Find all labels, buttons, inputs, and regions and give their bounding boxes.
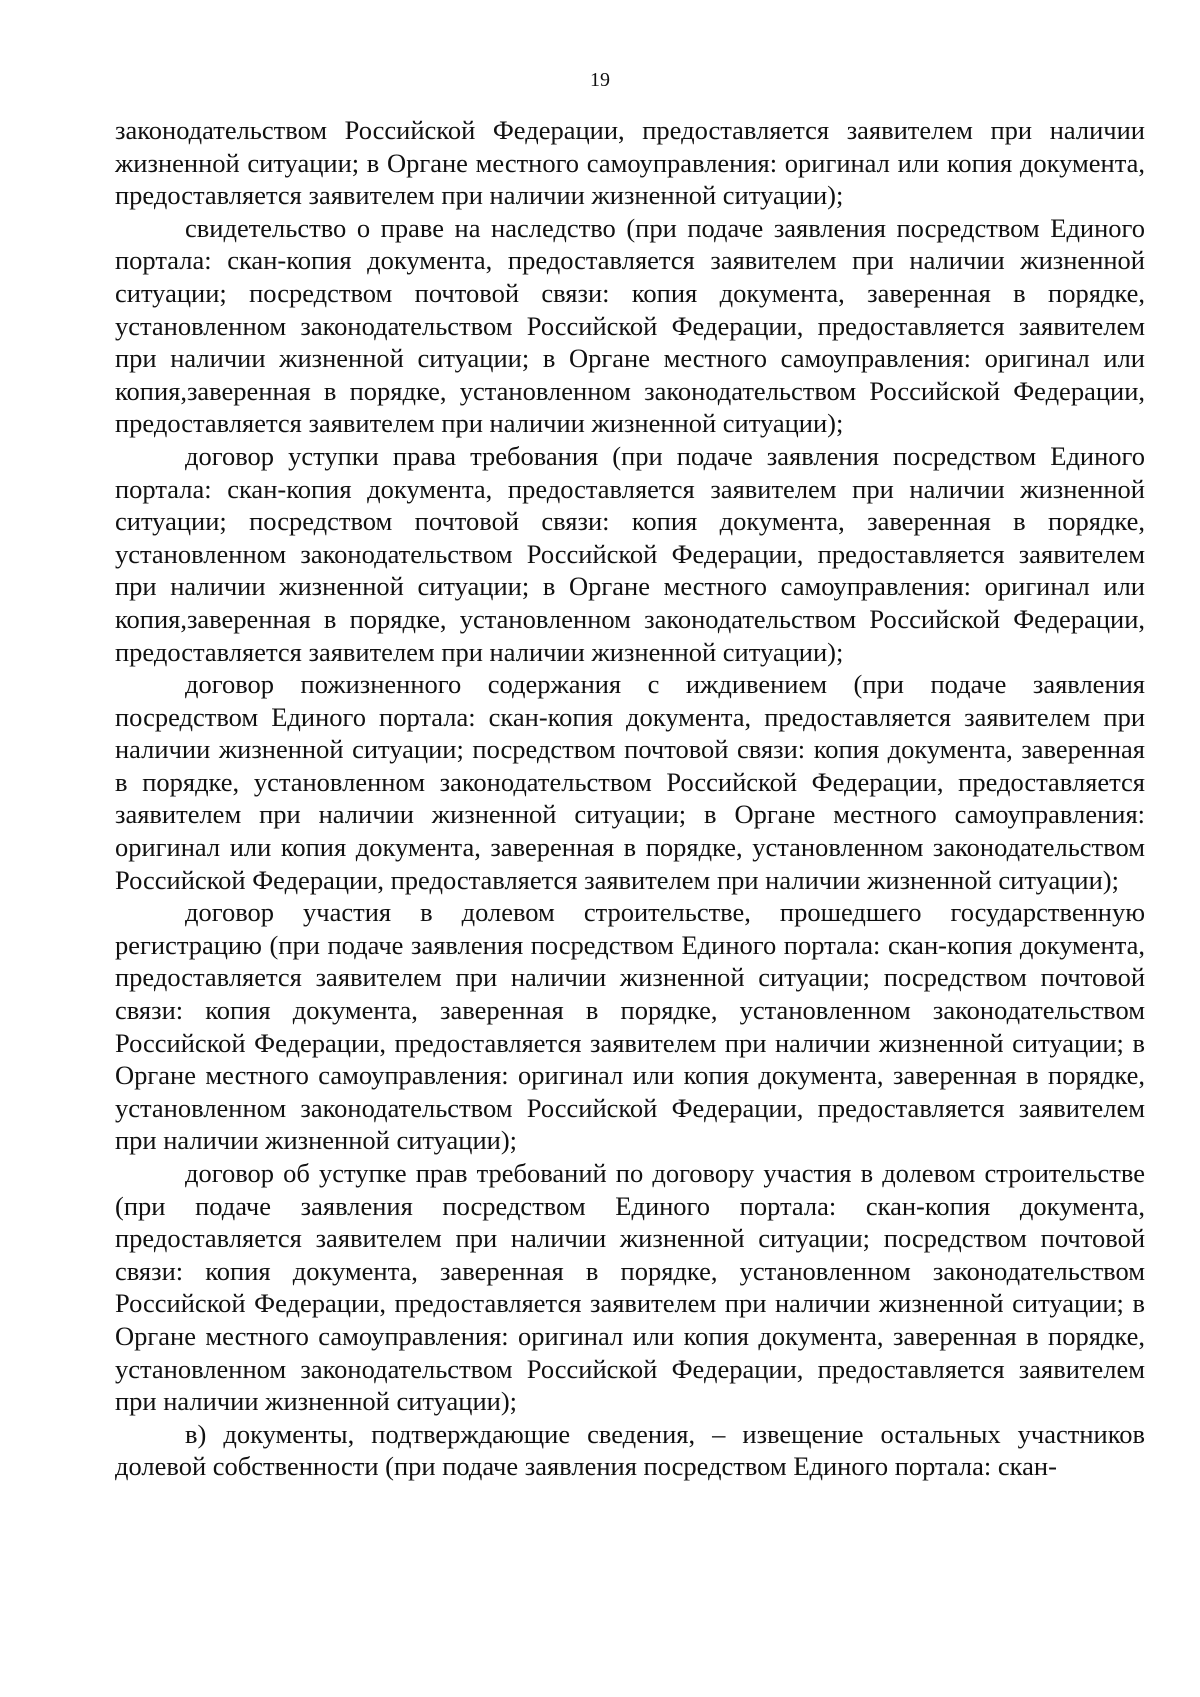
paragraph-5: договор участия в долевом строительстве, прошедшего государственную регистрацию (при подаче заявления посредством Единого портала: скан-копия документа, предоставляется заявителем при наличии жизненной ситуации; посредством почтовой связи: копия документа, заверенная в порядке, установленном законодательством Российской Федерации, предоставляется заявителем при наличии жизненной ситуации; в Органе местного самоуправления: оригинал или копия документа, заверенная в порядке, установленном законодательством Российской Федерации, предоставляется заявителем при наличии жизненной ситуации); (115, 897, 1145, 1156)
paragraph-6: договор об уступке прав требований по договору участия в долевом строительстве (при подаче заявления посредством Единого портала: скан-копия документа, предоставляется заявителем при наличии жизненной ситуации; посредством почтовой связи: копия документа, заверенная в порядке, установленном законодательством Российской Федерации, предоставляется заявителем при наличии жизненной ситуации; в Органе местного самоуправления: оригинал или копия документа, заверенная в порядке, установленном законодательством Российской Федерации, предоставляется заявителем при наличии жизненной ситуации); (115, 1158, 1145, 1417)
page-number: 19 (590, 69, 610, 91)
paragraph-4: договор пожизненного содержания с иждивением (при подаче заявления посредством Единого портала: скан-копия документа, предоставляется заявителем при наличии жизненной ситуации; посредством почтовой связи: копия документа, заверенная в порядке, установленном законодательством Российской Федерации, предоставляется заявителем при наличии жизненной ситуации; в Органе местного самоуправления: оригинал или копия документа, заверенная в порядке, установленном законодательством Российской Федерации, предоставляется заявителем при наличии жизненной ситуации); (115, 669, 1145, 895)
paragraph-7: в) документы, подтверждающие сведения, – извещение остальных участников долевой собственности (при подаче заявления посредством Единого портала: скан- (115, 1418, 1145, 1482)
paragraph-3: договор уступки права требования (при подаче заявления посредством Единого портала: скан-копия документа, предоставляется заявителем при наличии жизненной ситуации; посредством почтовой связи: копия документа, заверенная в порядке, установленном законодательством Российской Федерации, предоставляется заявителем при наличии жизненной ситуации; в Органе местного самоуправления: оригинал или копия,заверенная в порядке, установленном законодательством Российской Федерации, предоставляется заявителем при наличии жизненной ситуации); (115, 440, 1145, 667)
document-body (115, 114, 1145, 1483)
paragraph-2: свидетельство о праве на наследство (при подаче заявления посредством Единого портала: скан-копия документа, предоставляется заявителем при наличии жизненной ситуации; посредством почтовой связи: копия документа, заверенная в порядке, установленном законодательством Российской Федерации, предоставляется заявителем при наличии жизненной ситуации; в Органе местного самоуправления: оригинал или копия,заверенная в порядке, установленном законодательством Российской Федерации, предоставляется заявителем при наличии жизненной ситуации); (115, 212, 1145, 439)
paragraph-1: законодательством Российской Федерации, предоставляется заявителем при наличии жизненной ситуации; в Органе местного самоуправления: оригинал или копия документа, предоставляется заявителем при наличии жизненной ситуации); (115, 115, 1145, 211)
